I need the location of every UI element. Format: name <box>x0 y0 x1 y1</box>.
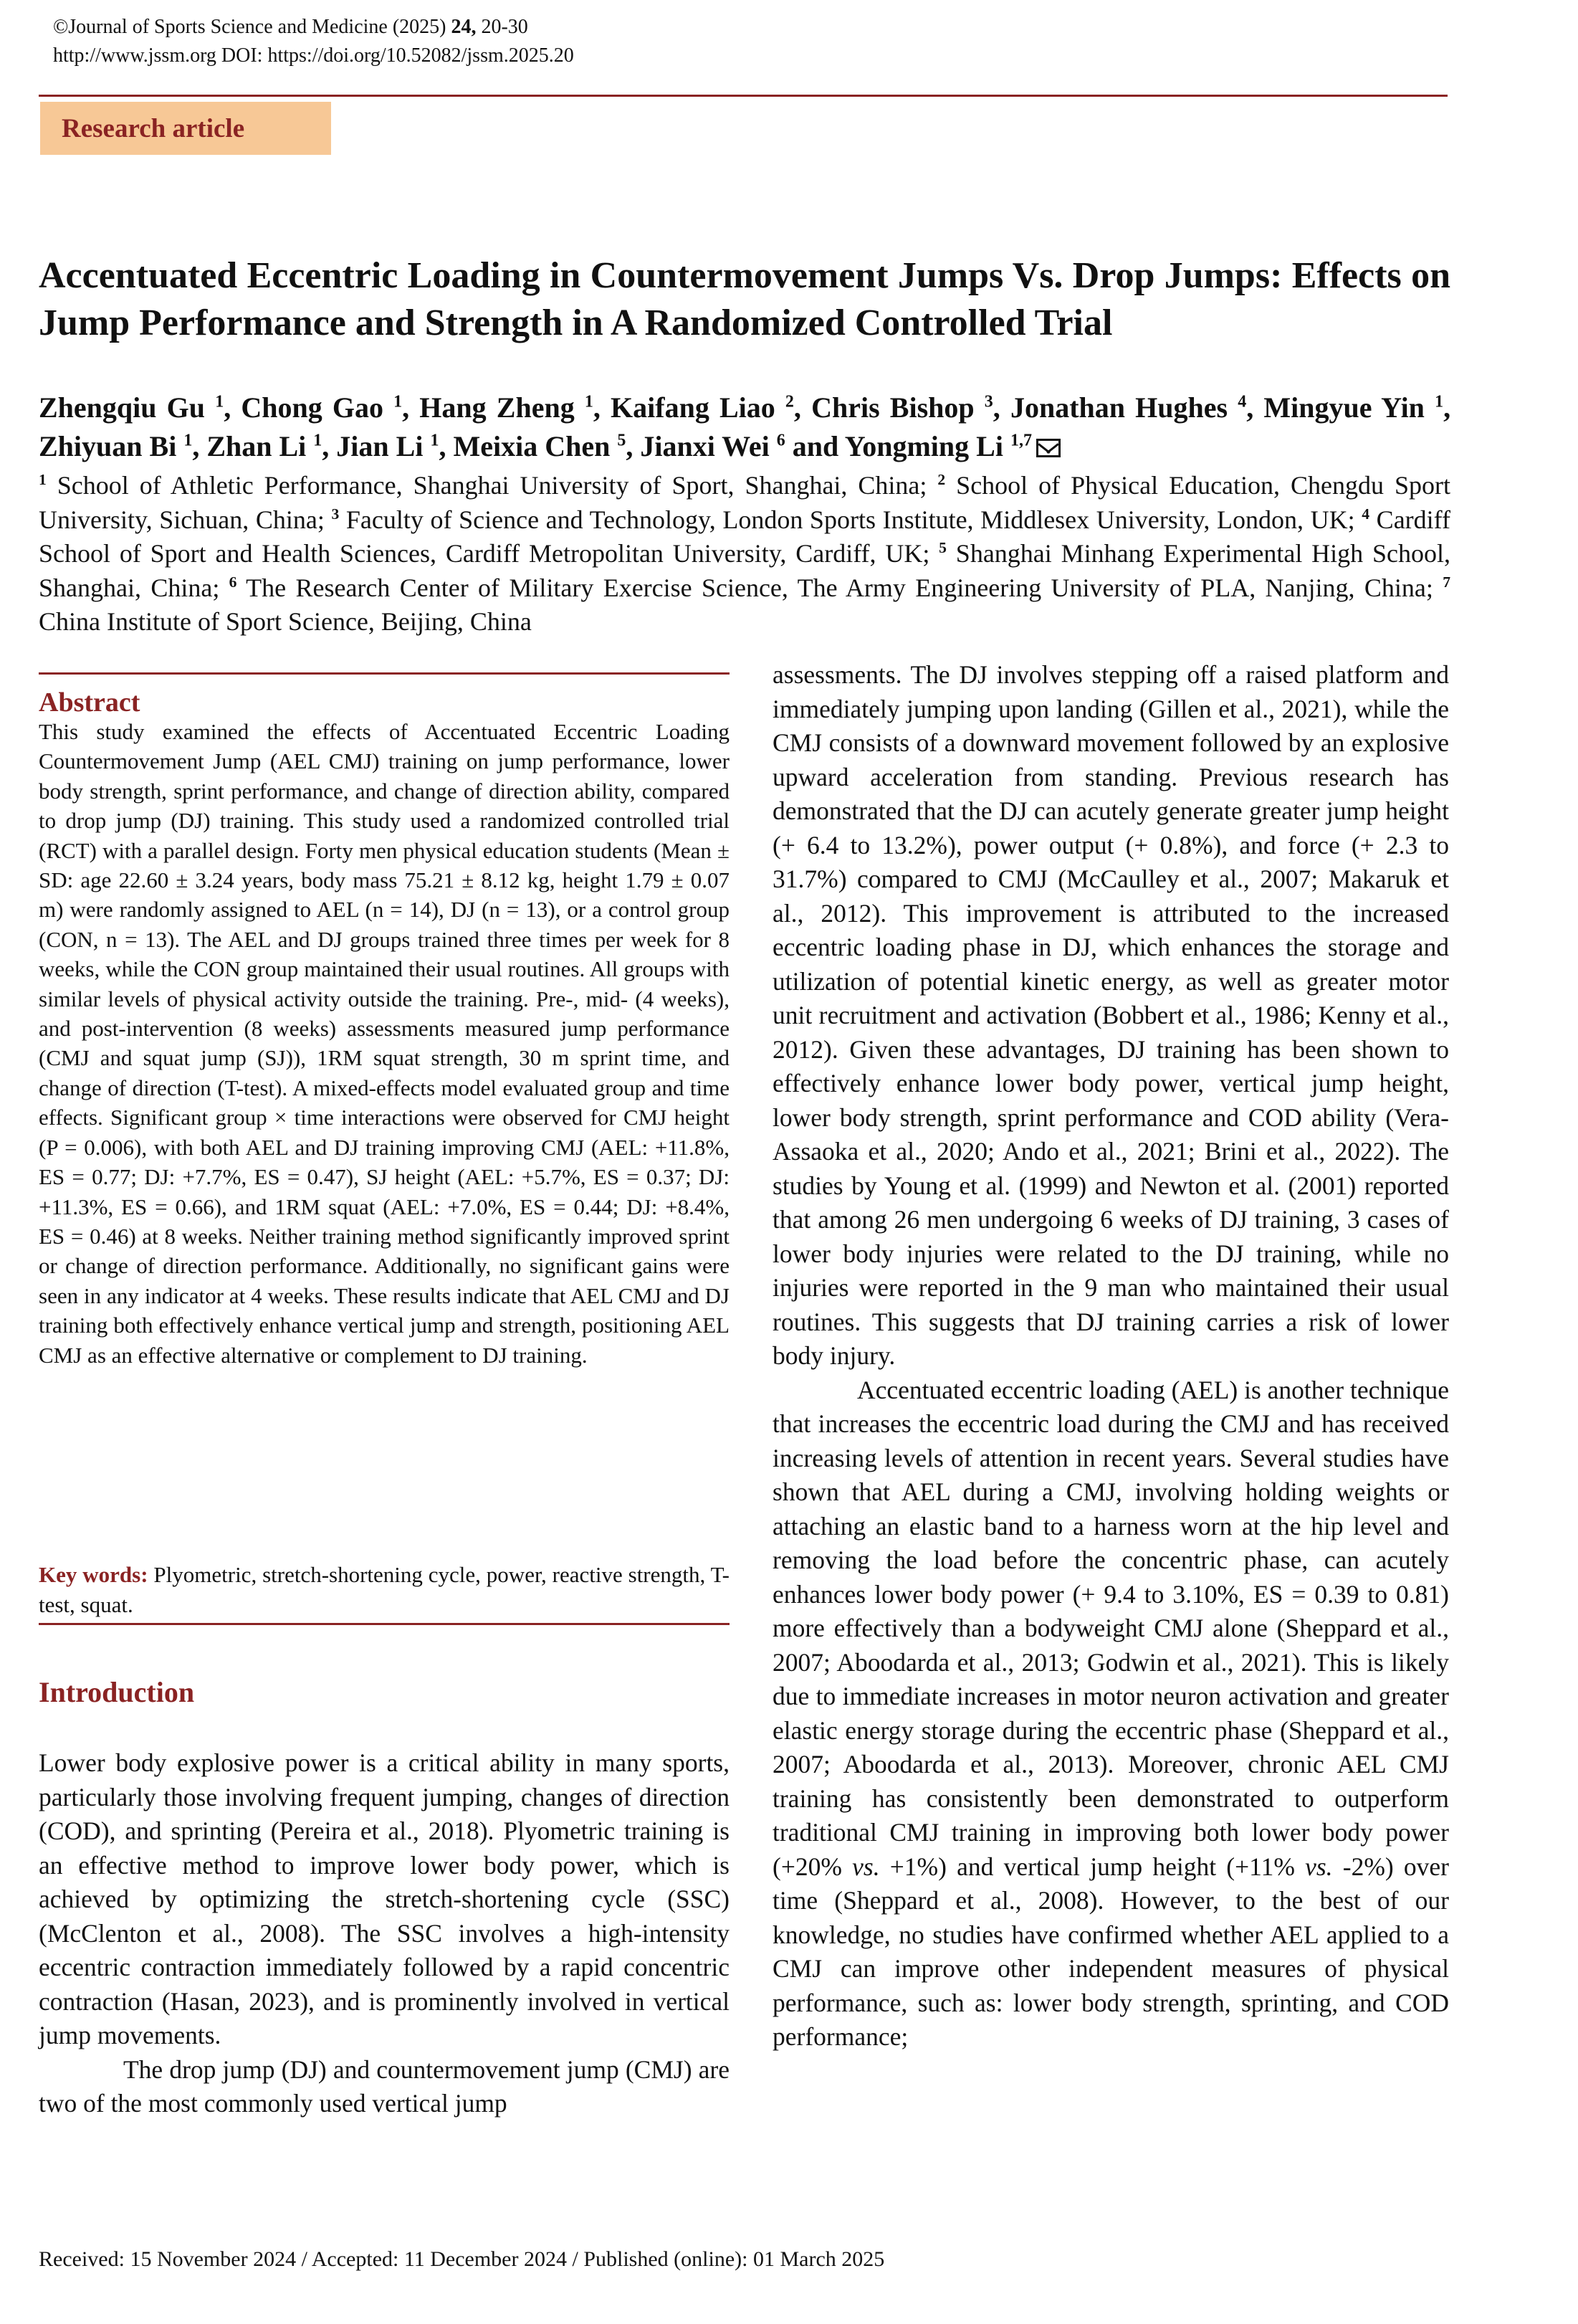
intro-paragraph-3: assessments. The DJ involves stepping off a raised platform and immediately jumping upon landing (Gillen et al., 2021), while the CMJ consists of a downward movement followed by an explosive upward acceleration from standing. Previous research has demonstrated that the DJ can acutely generate greater jump height (+ 6.4 to 13.2%), power output (+ 0.8%), and force (+ 2.3 to 31.7%) compared to CMJ (McCaulley et al., 2007; Makaruk et al., 2012). This improvement is attributed to the increased eccentric loading phase in DJ, which enhances the storage and utilization of potential kinetic energy, as well as greater motor unit recruitment and activation (Bobbert et al., 1986; Kenny et al., 2012). Given these advantages, DJ training has been shown to effectively enhance lower body power, vertical jump height, lower body strength, sprint performance and COD ability (Vera-Assaoka et al., 2020; Ando et al., 2021; Brini et al., 2022). The studies by Young et al. (1999) and Newton et al. (2001) reported that among 26 men undergoing 6 weeks of DJ training, 3 cases of lower body injuries were related to the DJ training, while no injuries were reported in the 9 man who maintained their usual routines. This suggests that DJ training carries a risk of lower body injury. <box>773 660 1449 1370</box>
affiliation-number: 6 <box>229 573 237 591</box>
affiliation-number: 7 <box>1443 573 1451 591</box>
affiliation-text: Faculty of Science and Technology, London Sports Institute, Middlesex University, London, UK; <box>339 505 1362 534</box>
intro-paragraph-1: Lower body explosive power is a critical ability in many sports, particularly those involving frequent jumping, changes of direction (COD), and sprinting (Pereira et al., 2018). Plyometric training is an effective method to improve lower body power, which is achieved by optimizing the stretch-shortening cycle (SSC) (McClenton et al., 2008). The SSC involves a high-intensity eccentric contraction immediately followed by a rapid concentric contraction (Hasan, 2023), and is prominently involved in vertical jump movements. <box>39 1748 730 2049</box>
doi-line[interactable]: http://www.jssm.org DOI: https://doi.org/10.52082/jssm.2025.20 <box>53 44 574 67</box>
introduction-heading: Introduction <box>39 1676 195 1708</box>
author-affiliation-mark: 4 <box>1238 392 1247 411</box>
author-affiliation-mark: 3 <box>984 392 993 411</box>
author-affiliation-mark: 1 <box>393 392 403 411</box>
affiliations <box>39 469 1450 639</box>
introduction-text-left <box>39 1746 730 2121</box>
abstract-heading: Abstract <box>39 687 140 718</box>
author-affiliation-mark: 1 <box>430 431 439 450</box>
author-name: Meixia Chen <box>453 430 618 462</box>
intro-paragraph-2: The drop jump (DJ) and countermovement jump (CMJ) are two of the most commonly used vertical jump <box>39 2054 730 2118</box>
affiliation-number: 4 <box>1362 505 1370 523</box>
author-affiliation-mark: 5 <box>617 431 626 450</box>
keywords-text: Plyometric, stretch-shortening cycle, power, reactive strength, T-test, squat. <box>39 1562 730 1617</box>
affiliation-text: School of Athletic Performance, Shanghai University of Sport, Shanghai, China; <box>46 471 938 500</box>
author-name: Kaifang Liao <box>611 391 785 424</box>
article-title: Accentuated Eccentric Loading in Countermovement Jumps Vs. Drop Jumps: Effects on Jump Performance and Strength in A Randomized Controlled Trial <box>39 255 1450 343</box>
article-type-badge: Research article <box>40 102 331 155</box>
author-affiliation-mark: 6 <box>776 431 785 450</box>
author-name: Jian Li <box>336 430 431 462</box>
author-affiliation-mark: 1 <box>183 431 193 450</box>
affiliation-text: The Research Center of Military Exercise Science, The Army Engineering University of PLA, Nanjing, China; <box>236 573 1443 602</box>
email-icon[interactable] <box>1036 439 1061 457</box>
author-name: Hang Zheng <box>419 391 585 424</box>
author-name: Chong Gao <box>241 391 394 424</box>
author-affiliation-mark: 1,7 <box>1010 431 1032 450</box>
author-list: Zhengqiu Gu $^1$, Chong Gao $^1$, Hang Zheng $^1$, Kaifang Liao $^2$, Chris Bishop $^3$, Jonathan Hughes $^4$, Mingyue Yin $^1$, Zhiyuan Bi $^1$, Zhan Li $^1$, Jian Li $^1$, Meixia Chen $^5$, Jianxi Wei $^6$ and Yongming Li $^{1,7}$ <box>39 391 1451 462</box>
intro-paragraph-4: Accentuated eccentric loading (AEL) is another technique that increases the eccentric load during the CMJ and has received increasing levels of attention in recent years. Several studies have shown that AEL during a CMJ, involving holding weights or attaching an elastic band to a harness worn at the hip level and removing the load before the concentric phase, can acutely enhances lower body power (+ 9.4 to 3.10%, ES = 0.39 to 0.81) more effectively than a bodyweight CMJ alone (Sheppard et al., 2007; Aboodarda et al., 2013; Godwin et al., 2021). This is likely due to immediate increases in motor neuron activation and greater elastic energy storage during the eccentric phase (Sheppard et al., 2007; Aboodarda et al., 2013). Moreover, chronic AEL CMJ training has consistently been demonstrated to outperform traditional CMJ training in improving both lower body power (+20% vs. +1%) and vertical jump height (+11% vs. -2%) over time (Sheppard et al., 2008). However, to the best of our knowledge, no studies have confirmed whether AEL applied to a CMJ can improve other independent measures of physical performance, such as: lower body strength, sprinting, and COD performance; <box>773 1375 1449 2051</box>
author-name: Zhan Li <box>206 430 314 462</box>
affiliation-text: Cardiff School of Sport and Health Sciences, Cardiff Metropolitan University, Cardiff, UK; <box>39 505 1450 568</box>
affiliation-number: 5 <box>939 539 947 556</box>
abstract-bottom-rule <box>39 1623 730 1625</box>
affiliation-number: 1 <box>39 471 47 488</box>
affiliation-text: China Institute of Sport Science, Beijing, China <box>39 607 532 636</box>
author-affiliation-mark: 1 <box>584 392 593 411</box>
affiliation-text: Shanghai Minhang Experimental High School, Shanghai, China; <box>39 539 1450 602</box>
affiliation-number: 2 <box>937 471 946 488</box>
author-name: Yongming Li <box>844 430 1010 462</box>
affiliation-number: 3 <box>331 505 340 523</box>
author-affiliation-mark: 1 <box>313 431 322 450</box>
author-name: Jonathan Hughes <box>1010 391 1238 424</box>
author-name: Mingyue Yin <box>1263 391 1435 424</box>
affiliation-text: School of Physical Education, Chengdu Sport University, Sichuan, China; <box>39 471 1451 534</box>
author-affiliation-mark: 2 <box>785 392 794 411</box>
author-name: Zhiyuan Bi <box>39 430 184 462</box>
author-name: Chris Bishop <box>811 391 985 424</box>
abstract-text: This study examined the effects of Accentuated Eccentric Loading Countermovement Jump (AEL CMJ) training on jump performance, lower body strength, sprint performance, and change of direction ability, compared to drop jump (DJ) training. This study used a randomized controlled trial (RCT) with a parallel design. Forty men physical education students (Mean ± SD: age 22.60 ± 3.24 years, body mass 75.21 ± 8.12 kg, height 1.79 ± 0.07 m) were randomly assigned to AEL (n = 14), DJ (n = 13), or a control group (CON, n = 13). The AEL and DJ groups trained three times per week for 8 weeks, while the CON group maintained their usual routines. All groups with similar levels of physical activity outside the training. Pre-, mid- (4 weeks), and post-intervention (8 weeks) assessments measured jump performance (CMJ and squat jump (SJ)), 1RM squat strength, 30 m sprint time, and change of direction (T-test). A mixed-effects model evaluated group and time effects. Significant group × time interactions were observed for CMJ height (P = 0.006), with both AEL and DJ training improving CMJ (AEL: +11.8%, ES = 0.77; DJ: +7.7%, ES = 0.47), SJ height (AEL: +5.7%, ES = 0.37; DJ: +11.3%, ES = 0.66), and 1RM squat (AEL: +7.0%, ES = 0.44; DJ: +8.4%, ES = 0.46) at 8 weeks. Neither training method significantly improved sprint or change of direction performance. Additionally, no significant gains were seen in any indicator at 4 weeks. These results indicate that AEL CMJ and DJ training both effectively enhance vertical jump and strength, positioning AEL CMJ as an effective alternative or complement to DJ training. <box>39 719 730 1368</box>
keywords <box>39 1560 730 1619</box>
journal-header <box>53 13 574 70</box>
author-name: Zhengqiu Gu <box>39 391 216 424</box>
introduction-text-right <box>773 658 1449 2054</box>
keywords-label: Key words: <box>39 1562 148 1587</box>
header-rule <box>39 95 1448 97</box>
author-affiliation-mark: 1 <box>1435 392 1444 411</box>
author-affiliation-mark: 1 <box>215 392 224 411</box>
author-name: Jianxi Wei <box>640 430 777 462</box>
abstract-top-rule <box>39 672 730 675</box>
publication-dates: Received: 15 November 2024 / Accepted: 11 December 2024 / Published (online): 01 March 2025 <box>39 2247 885 2271</box>
citation-line: ©Journal of Sports Science and Medicine (2025) 24, 20-30 <box>53 16 528 38</box>
